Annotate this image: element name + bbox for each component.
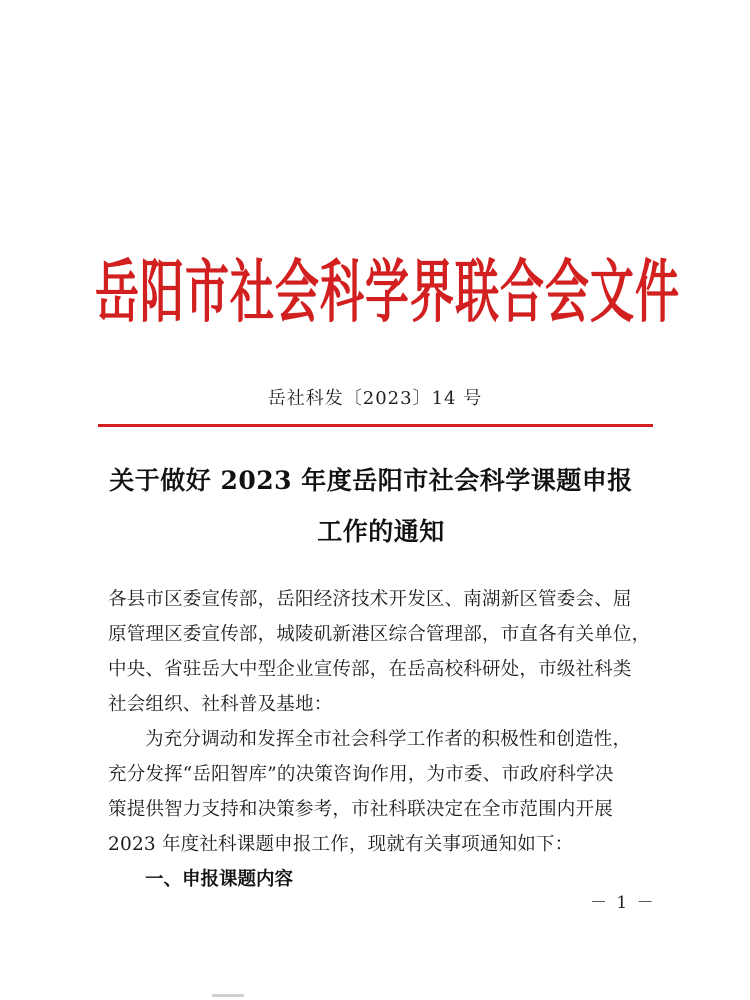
recipient-line-3: 中央、省驻岳大中型企业宣传部，在岳高校科研处，市级社科类 <box>108 659 632 680</box>
section-heading: 一、申报课题内容 <box>145 869 294 890</box>
notice-title-line-1: 关于做好 2023 年度岳阳市社会科学课题申报 <box>109 466 633 495</box>
scan-artifact <box>212 994 244 997</box>
document-number: 岳社科发〔2023〕14 号 <box>267 388 483 409</box>
red-separator-line <box>98 424 653 427</box>
recipient-line-1: 各县市区委宣传部，岳阳经济技术开发区、南湖新区管委会、屈 <box>108 589 632 610</box>
paragraph-line-2: 充分发挥“岳阳智库”的决策咨询作用，为市委、市政府科学决 <box>108 764 614 785</box>
notice-title-line-2: 工作的通知 <box>317 517 445 546</box>
paragraph-line-3: 策提供智力支持和决策参考，市社科联决定在全市范围内开展 <box>108 799 613 820</box>
org-header-title: 岳阳市社会科学界联合会文件 <box>95 253 680 333</box>
paragraph-line-4: 2023 年度社科课题申报工作，现就有关事项通知如下： <box>108 834 574 855</box>
recipient-line-2: 原管理区委宣传部，城陵矶新港区综合管理部，市直各有关单位， <box>108 624 651 645</box>
paragraph-line-1: 为充分调动和发挥全市社会科学工作者的积极性和创造性， <box>145 729 632 750</box>
recipient-line-4: 社会组织、社科普及基地： <box>108 694 333 715</box>
page-number: － 1 － <box>590 893 656 913</box>
